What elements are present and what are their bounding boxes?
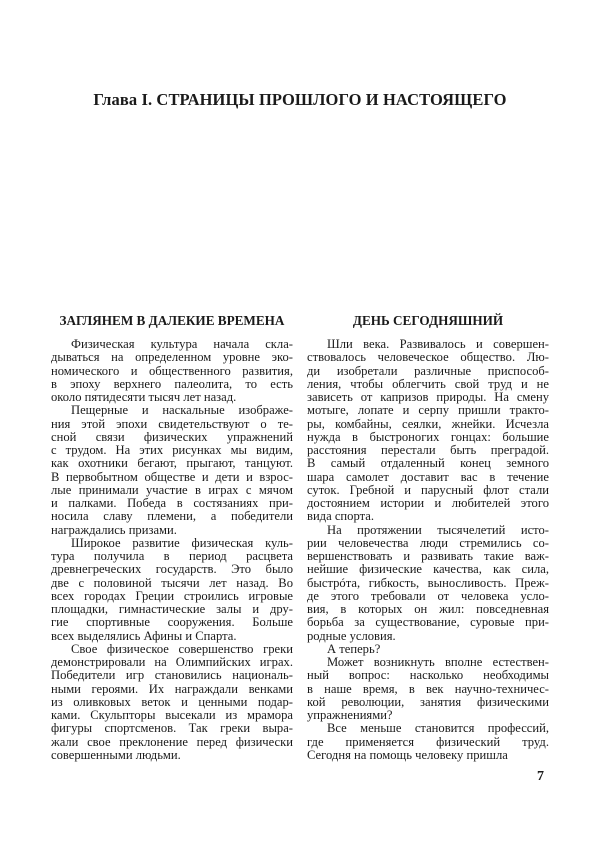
text-line: ствовалось человеческое общество. Лю- (307, 350, 549, 365)
paragraph (307, 656, 549, 722)
text-line: ния этой эпохи свидетельствуют о те- (51, 416, 293, 431)
text-line: борьба за существование, суровые при- (307, 615, 549, 630)
text-line: вия, в которых он жил: повседневная (307, 602, 549, 616)
text-line: вида спорта. (307, 509, 374, 524)
text-line: Может возникнуть вполне естествен- (327, 655, 549, 669)
chapter-title: Глава I. СТРАНИЦЫ ПРОШЛОГО И НАСТОЯЩЕГО (93, 90, 507, 109)
text-line: родные условия. (307, 628, 396, 643)
paragraph (307, 722, 549, 762)
text-line: около пятидесяти тысяч лет назад. (51, 390, 237, 404)
text-line: достоянием истории и любителей этого (307, 496, 549, 510)
paragraph (307, 338, 549, 524)
text-line: жали свое преклонение перед физически (51, 734, 293, 749)
text-line: носила славу племени, а победители (51, 509, 293, 524)
text-line: А теперь? (327, 641, 381, 656)
text-line: демонстрировали на Олимпийских играх. (51, 655, 293, 669)
text-line: ными героями. Их награждали венками (51, 681, 293, 696)
text-line: из оливковых веток и ценными подар- (51, 694, 293, 709)
text-line: де этого требовали от человека усло- (307, 588, 549, 603)
text-line: и палками. Победа в состязаниях при- (51, 496, 293, 510)
text-line: как охотники бегают, прыгают, танцуют. (51, 456, 293, 471)
paragraph (307, 643, 549, 656)
text-line: суток. Гребной и парусный флот стали (307, 482, 549, 497)
text-line: площадки, гимнастические залы и дру- (51, 602, 293, 616)
text-line: Свое физическое совершенство греки (71, 641, 293, 656)
text-line: В самый отдаленный конец земного (307, 456, 549, 471)
text-line: шара самолет доставит вас в течение (307, 469, 549, 484)
text-line: всех городах Греции строились игровые (51, 588, 293, 603)
section-body (307, 338, 549, 762)
text-line: зависеть от капризов природы. На смену (307, 390, 549, 404)
text-line: мотыге, лопате и серпу пришли тракто- (307, 403, 549, 418)
text-line: в эпоху верхнего палеолита, то есть (51, 376, 293, 391)
text-line: в наше время, в век научно-техничес- (307, 681, 549, 696)
text-line: древнегреческих государств. Это было (51, 562, 293, 577)
text-line: Сегодня на помощь человеку пришла (307, 747, 508, 762)
text-line: Физическая культура начала скла- (71, 337, 293, 351)
text-line: вершенствовать и развивать такие важ- (307, 549, 549, 563)
paragraph (51, 404, 293, 537)
text-line: Шли века. Развивалось и совершен- (327, 337, 549, 351)
paragraph (51, 338, 293, 404)
text-line: дываться на определенном уровне эко- (51, 350, 293, 365)
text-line: всех выделялись Афины и Спарта. (51, 628, 237, 643)
text-line: номического и общественного развития, (51, 363, 293, 378)
text-line: где применяется физический труд. (307, 734, 549, 749)
text-line: совершенными людьми. (51, 747, 181, 762)
text-line: ный вопрос: насколько необходимы (307, 668, 549, 683)
text-line: ры, комбайны, сеялки, жнейки. Исчезла (307, 416, 549, 431)
text-line: с трудом. На этих рисунках мы видим, (51, 443, 293, 457)
text-line: ками. Скульпторы высекали из мрамора (51, 708, 293, 722)
text-line: ди изобретали различные приспособ- (307, 363, 549, 378)
text-line: упражнениями? (307, 708, 393, 722)
text-line: Пещерные и наскальные изображе- (71, 403, 293, 418)
text-line: Все меньше становится профессий, (327, 721, 549, 736)
text-line: ления, чтобы облегчить свой труд и не (307, 376, 549, 391)
text-line: Широкое развитие физическая куль- (71, 535, 293, 550)
text-line: быстрóта, гибкость, выносливость. Преж- (307, 575, 549, 590)
text-line: лые принимали участие в играх с мячом (51, 482, 293, 497)
right-column (307, 312, 549, 762)
text-line: нейшие физические качества, как сила, (307, 562, 549, 577)
text-line: тура получила в период расцвета (51, 549, 293, 563)
left-column (51, 312, 293, 762)
text-line: расстояния перестали быть преградой. (307, 443, 549, 457)
section-body (51, 338, 293, 762)
paragraph (51, 537, 293, 643)
text-line: гие спортивные сооружения. Больше (51, 615, 293, 630)
section-heading: ЗАГЛЯНЕМ В ДАЛЕКИЕ ВРЕМЕНА (59, 313, 285, 328)
paragraph (51, 643, 293, 762)
text-line: нужда в быстроногих гонцах: большие (307, 429, 549, 444)
paragraph (307, 524, 549, 643)
text-line: Победители игр становились националь- (51, 668, 293, 683)
text-line: награждались призами. (51, 522, 177, 537)
section-heading: ДЕНЬ СЕГОДНЯШНИЙ (352, 313, 504, 328)
text-line: фигуры спортсменов. Так греки выра- (51, 721, 293, 736)
text-line: кой революции, занятия физическими (307, 694, 549, 709)
text-line: На протяжении тысячелетий исто- (327, 522, 549, 537)
text-line: рии человечества люди стремились со- (307, 535, 549, 550)
page-number: 7 (537, 769, 544, 784)
text-line: две с половиной тысячи лет назад. Во (51, 575, 293, 590)
text-line: сной связи физических упражнений (51, 429, 293, 444)
text-line: В первобытном обществе и дети и взрос- (51, 469, 293, 484)
